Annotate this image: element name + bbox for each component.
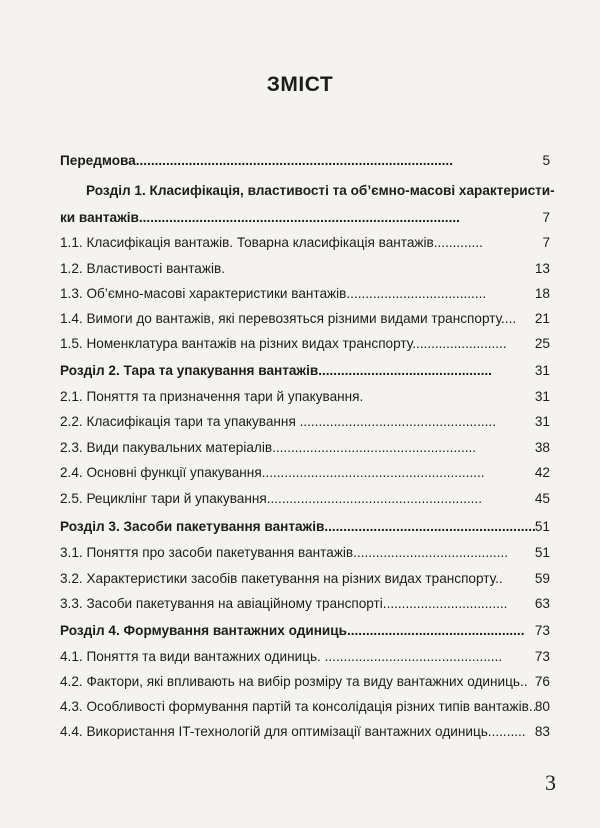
toc-entry-page: 45	[534, 491, 550, 506]
toc-entry	[0, 261, 600, 283]
toc-entry-text: 2.3. Види пакувальних матеріалів......................................................	[60, 440, 477, 455]
toc-entry-text: ки вантажів.....................................................................................	[60, 210, 460, 225]
toc-entry-page: 7	[542, 210, 550, 225]
page-number: 3	[545, 770, 556, 795]
toc-entry-text: 2.1. Поняття та призначення тари й упакування.	[60, 389, 364, 404]
toc-entry-text: 1.3. Об’ємно-масові характеристики вантажів.....................................	[60, 286, 487, 301]
toc-entry	[0, 596, 600, 618]
toc-entry	[0, 724, 600, 746]
toc-entry-page: 83	[534, 724, 550, 739]
toc-entry-text: 1.5. Номенклатура вантажів на різних видах транспорту.........................	[60, 336, 507, 351]
toc-entry-page: 13	[534, 261, 550, 276]
toc-entry-text: Розділ 3. Засоби пакетування вантажів........................................................	[60, 519, 536, 534]
toc-entry	[0, 389, 600, 411]
toc-entry-page: 59	[534, 571, 550, 586]
toc-entry	[0, 363, 600, 385]
toc-entry-text: Розділ 1. Класифікація, властивості та об’ємно-масові характеристи-	[86, 183, 555, 198]
toc-entry	[0, 440, 600, 462]
toc-entry-page: 80	[534, 699, 550, 714]
toc-entry-page: 73	[534, 649, 550, 664]
toc-entry	[0, 571, 600, 593]
toc-entry	[0, 414, 600, 436]
toc-entry-text: 1.2. Властивості вантажів.	[60, 261, 225, 276]
toc-entry-text: 2.4. Основні функції упакування...........................................................	[60, 465, 485, 480]
toc-entry	[0, 286, 600, 308]
toc-entry-page: 7	[542, 235, 550, 250]
toc-entry-text: 4.1. Поняття та види вантажних одиниць. ...............................................	[60, 649, 503, 664]
toc-entry-page: 76	[534, 674, 550, 689]
toc-entry-text: 4.2. Фактори, які впливають на вибір розміру та виду вантажних одиниць..	[60, 674, 528, 689]
toc-entry-page: 5	[542, 153, 550, 168]
toc-entry-text: Передмова....................................................................................	[60, 153, 453, 168]
toc-entry-text: 1.1. Класифікація вантажів. Товарна класифікація вантажів.............	[60, 235, 483, 250]
page-title: ЗМІСТ	[266, 73, 334, 96]
toc-entry	[0, 649, 600, 671]
toc-entry	[0, 311, 600, 333]
toc-entry	[0, 336, 600, 358]
toc-entry	[0, 519, 600, 541]
toc-entry	[0, 153, 600, 175]
toc-entry-page: 31	[534, 389, 550, 404]
toc-entry-text: 2.5. Рециклінг тари й упакування.........................................................	[60, 491, 482, 506]
toc-entry-page: 73	[534, 623, 550, 638]
toc-entry-page: 18	[534, 286, 550, 301]
toc-entry	[0, 545, 600, 567]
toc-entry	[0, 699, 600, 721]
toc-entry	[0, 235, 600, 257]
toc-entry-text: 1.4. Вимоги до вантажів, які перевозяться різними видами транспорту....	[60, 311, 517, 326]
toc-entry-page: 31	[534, 363, 550, 378]
toc-entry-page: 31	[534, 414, 550, 429]
toc-entry-page: 21	[534, 311, 550, 326]
toc-entry	[0, 183, 600, 205]
toc-entry-text: 4.3. Особливості формування партій та консолідація різних типів вантажів..	[60, 699, 537, 714]
toc-entry-page: 25	[534, 336, 550, 351]
toc-entry	[0, 623, 600, 645]
toc-entry-page: 63	[534, 596, 550, 611]
toc-entry-page: 38	[534, 440, 550, 455]
toc-entry-text: 4.4. Використання IT-технологій для оптимізації вантажних одиниць..........	[60, 724, 526, 739]
toc-entry-page: 42	[534, 465, 550, 480]
toc-entry-text: 3.3. Засоби пакетування на авіаційному транспорті.................................	[60, 596, 508, 611]
toc-entry	[0, 491, 600, 513]
toc-entry-text: Розділ 4. Формування вантажних одиниць...............................................	[60, 623, 525, 638]
toc-entry-text: 2.2. Класифікація тари та упакування ....................................................	[60, 414, 496, 429]
toc-entry-page: 51	[534, 545, 550, 560]
toc-entry-text: Розділ 2. Тара та упакування вантажів..............................................	[60, 363, 492, 378]
toc-entry	[0, 210, 600, 232]
toc-entry	[0, 465, 600, 487]
toc-entry-text: 3.1. Поняття про засоби пакетування вантажів.........................................	[60, 545, 508, 560]
toc-entry-text: 3.2. Характеристики засобів пакетування на різних видах транспорту..	[60, 571, 503, 586]
toc-entry	[0, 674, 600, 696]
toc-entry-page: 51	[534, 519, 550, 534]
